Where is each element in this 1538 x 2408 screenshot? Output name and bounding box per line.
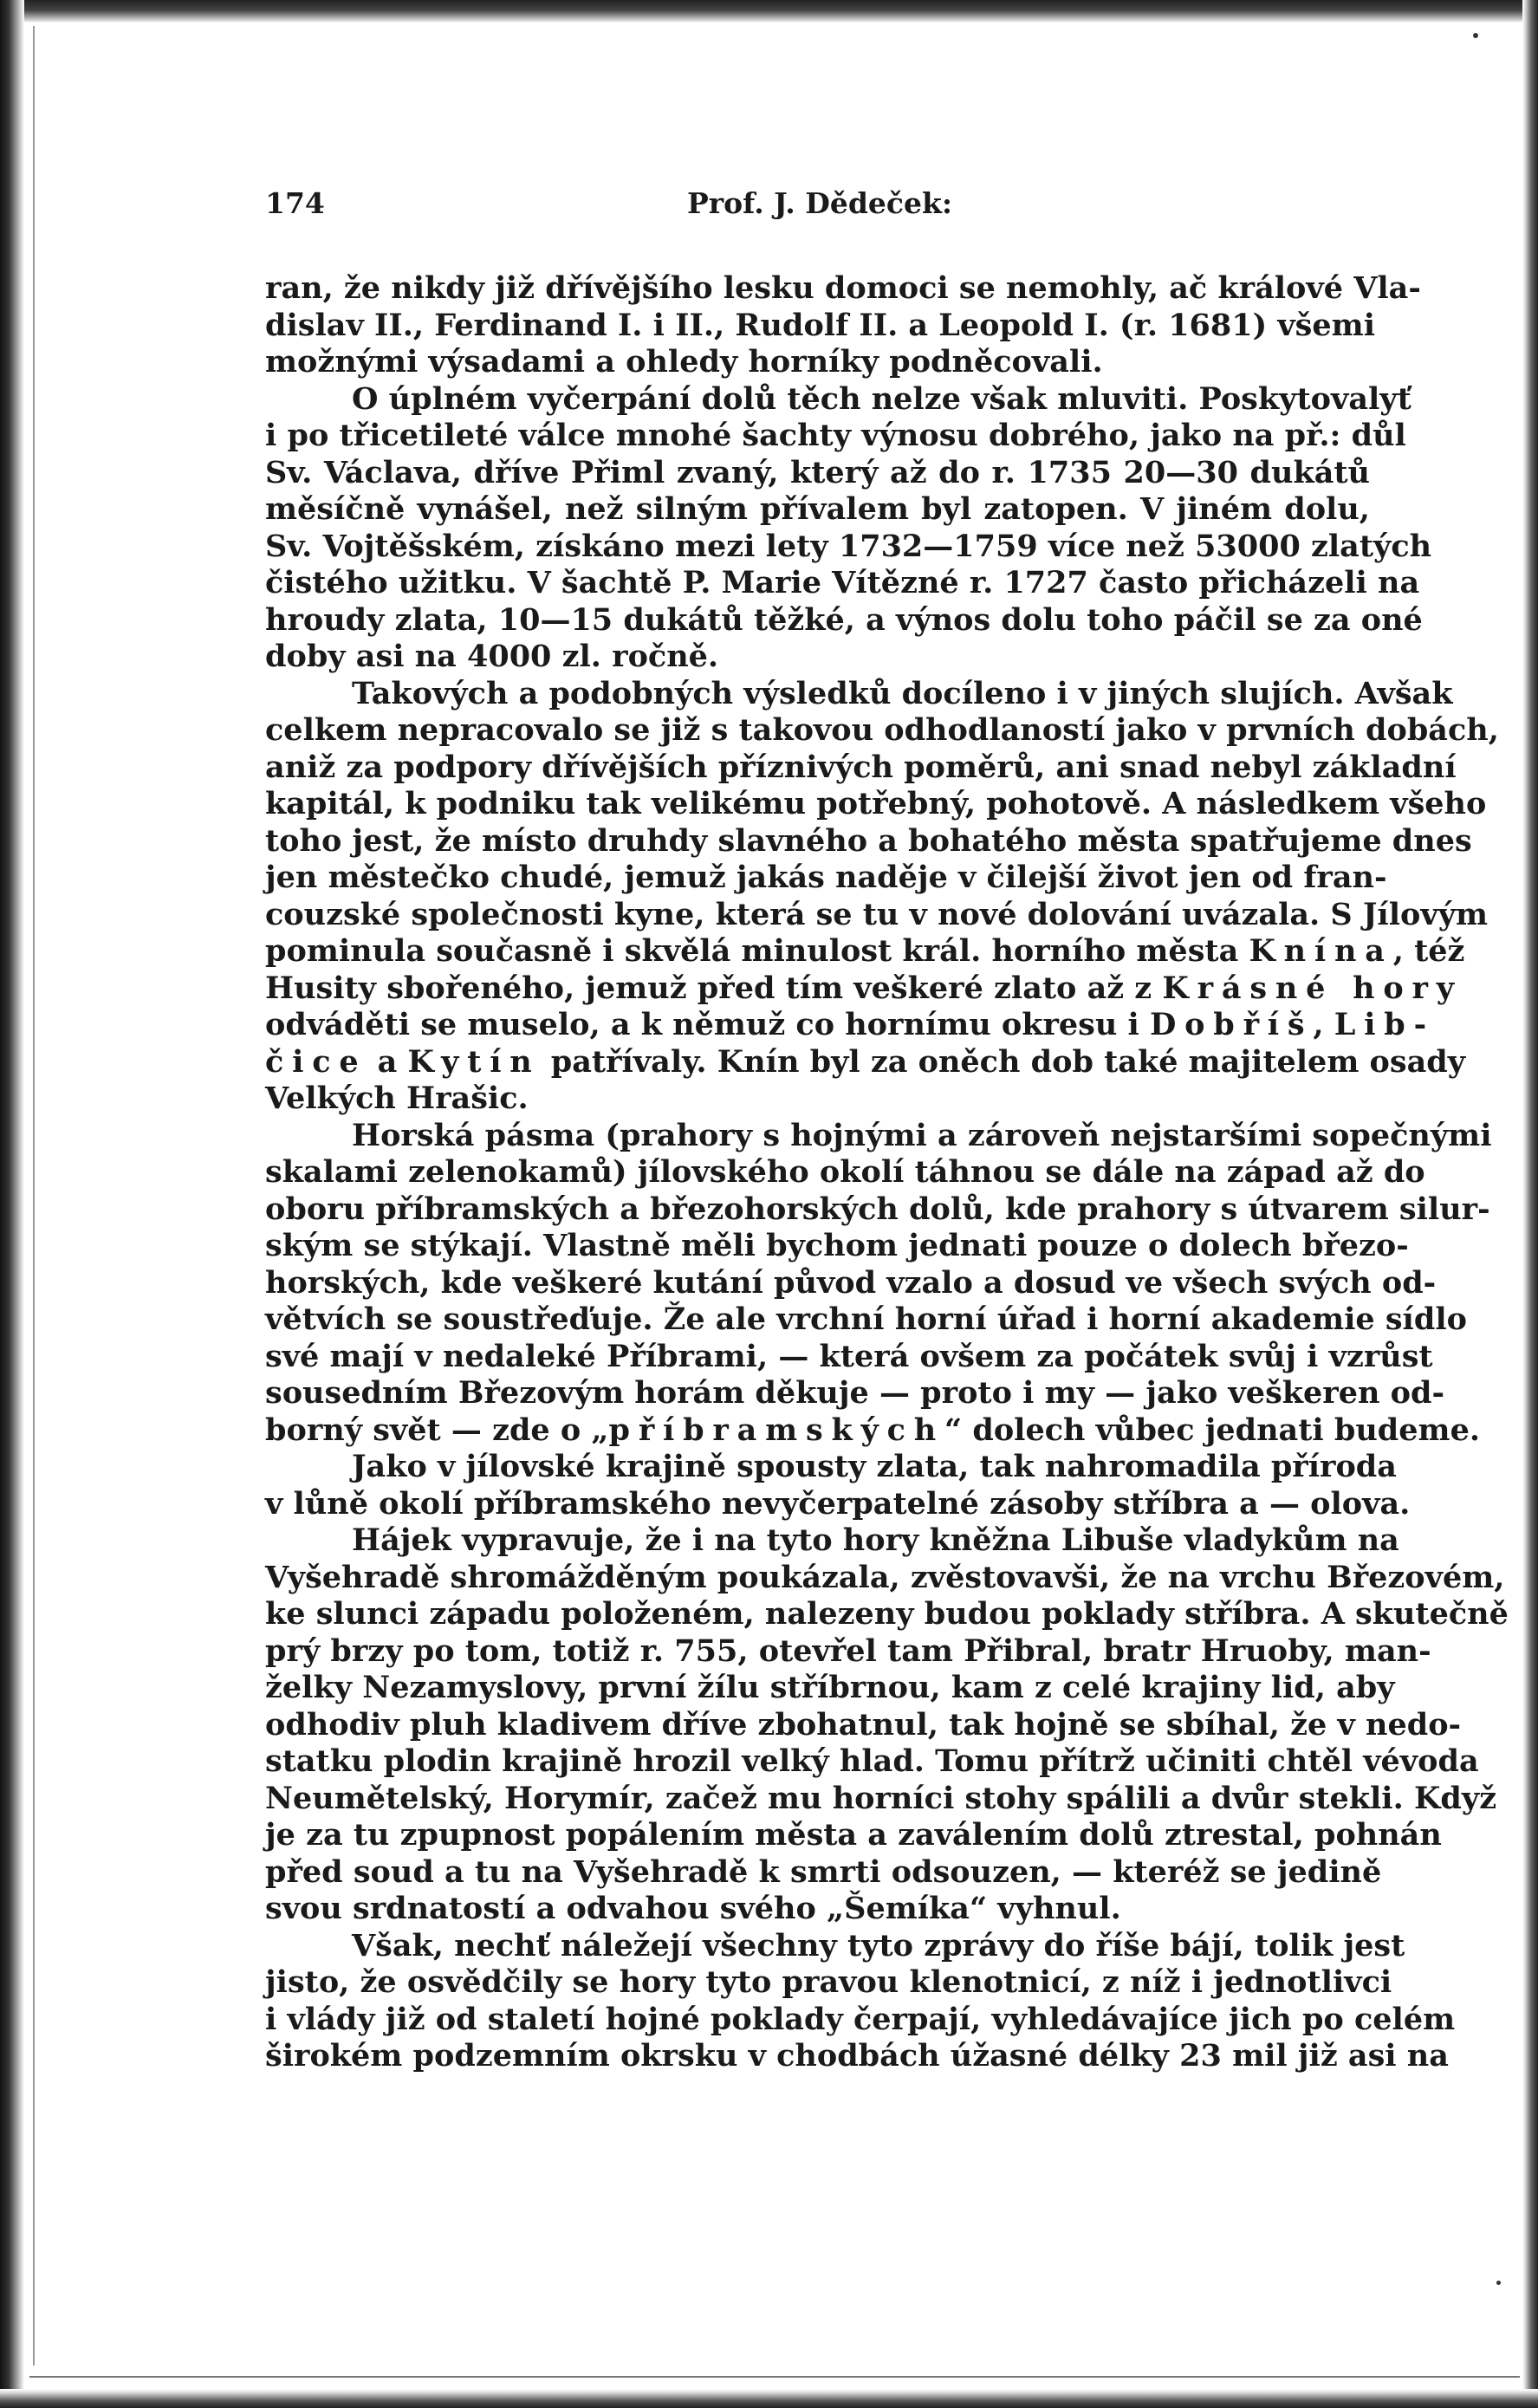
spaced-emphasis: Kytín: [407, 1043, 541, 1080]
text-line: jen městečko chudé, jemuž jakás naděje v čilejší život jen od fran-: [265, 860, 1387, 895]
text-line: celkem nepracovalo se již s takovou odhodlaností jako v prvních dobách,: [265, 712, 1499, 748]
paragraph: [265, 1927, 1456, 2075]
text-line: doby asi na 4000 zl. ročně.: [265, 639, 719, 674]
text-line: ran, že nikdy již dřívějšího lesku domoci se nemohly, ač králové Vla-: [265, 270, 1421, 306]
text-line: Velkých Hrašic.: [265, 1081, 529, 1116]
text-line: větvích se soustřeďuje. Že ale vrchní horní úřad i horní akademie sídlo: [265, 1301, 1467, 1337]
page-header: [265, 186, 1374, 230]
paragraph: [265, 270, 1421, 381]
text-line: je za tu zpupnost popálením města a zaválením dolů ztrestal, pohnán: [265, 1817, 1442, 1853]
text-line: ke slunci západu položeném, nalezeny budou poklady stříbra. A skutečně: [265, 1596, 1509, 1632]
text-line: sousedním Březovým horám děkuje — proto i my — jako veškeren od-: [265, 1375, 1444, 1411]
text-line: čistého užitku. V šachtě P. Marie Vítězné r. 1727 často přicházeli na: [265, 565, 1420, 600]
spaced-emphasis: Knína: [1249, 933, 1393, 969]
spaced-emphasis: příbramských: [608, 1412, 945, 1448]
text-line: odhodiv pluh kladivem dříve zbohatnul, tak hojně se sbíhal, že v nedo-: [265, 1706, 1462, 1743]
paragraph: [265, 675, 1499, 1118]
text-line: Sv. Vojtěšském, získáno mezi lety 1732—1759 více než 53000 zlatých: [265, 528, 1432, 564]
scan-speck: [1473, 33, 1478, 38]
spaced-emphasis: čice: [265, 1043, 367, 1080]
text-line: hroudy zlata, 10—15 dukátů těžké, a výnos dolu toho páčil se za oné: [265, 601, 1423, 638]
bottom-rule: [29, 2376, 1520, 2378]
text-line: oboru příbramských a březohorských dolů, kde prahory s útvarem silur-: [265, 1191, 1490, 1227]
text-line: Sv. Václava, dříve Přiml zvaný, který až do r. 1735 20—30 dukátů: [265, 454, 1370, 490]
text-line: v lůně okolí příbramského nevyčerpatelné zásoby stříbra a — olova.: [265, 1485, 1411, 1522]
text-line: kapitál, k podniku tak velikému potřebný, pohotově. A následkem všeho: [265, 786, 1487, 821]
running-title: Prof. J. Dědeček:: [686, 186, 953, 220]
text-line: skalami zelenokamů) jílovského okolí táhnou se dále na západ až do: [265, 1154, 1425, 1190]
text-line: toho jest, že místo druhdy slavného a bohatého města spatřujeme dnes: [265, 822, 1472, 859]
text-line: couzské společnosti kyne, která se tu v nové dolování uvázala. S Jílovým: [265, 896, 1489, 932]
text-line: Takových a podobných výsledků docíleno i v jiných slujích. Avšak: [352, 675, 1453, 711]
text-line: horských, kde veškeré kutání původ vzalo a dosud ve všech svých od-: [265, 1264, 1437, 1301]
text-line: ským se stýkají. Vlastně měli bychom jednati pouze o dolech březo-: [265, 1228, 1409, 1263]
text-line: pominula současně i skvělá minulost král. horního města Knína, též: [265, 933, 1465, 969]
text-line: Hájek vypravuje, že i na tyto hory kněžna Libuše vladykům na: [352, 1522, 1399, 1558]
scan-speck: [1496, 2281, 1501, 2285]
scan-edge-right: [1522, 0, 1538, 2408]
text-line: širokém podzemním okrsku v chodbách úžasné délky 23 mil již asi na: [265, 2038, 1449, 2074]
gutter-line: [33, 26, 35, 2366]
text-line: Horská pásma (prahory s hojnými a zároveň nejstaršími sopečnými: [352, 1117, 1492, 1153]
text-line: Však, nechť náležejí všechny tyto zprávy do říše bájí, tolik jest: [352, 1927, 1405, 1963]
text-line: Neumětelský, Horymír, začež mu horníci stohy spálili a dvůr stekli. Když: [265, 1780, 1497, 1816]
text-line: odváděti se muselo, a k němuž co hornímu okresu i Dobříš, Lib-: [265, 1007, 1435, 1042]
scan-edge-top: [0, 0, 1538, 23]
text-line: před soud a tu na Vyšehradě k smrti odsouzen, — kteréž se jedině: [265, 1853, 1382, 1890]
paragraph: [265, 1117, 1492, 1450]
text-line: i vlády již od staletí hojné poklady čerpají, vyhledávajíce jich po celém: [265, 2001, 1456, 2037]
spaced-emphasis: Krásné hory: [1162, 970, 1463, 1006]
text-line: své mají v nedaleké Příbrami, — která ovšem za počátek svůj i vzrůst: [265, 1338, 1433, 1374]
body-text: [265, 270, 1509, 2075]
text-line: statku plodin krajině hrozil velký hlad. Tomu přítrž učiniti chtěl vévoda: [265, 1743, 1479, 1779]
text-line: Jako v jílovské krajině spousty zlata, tak nahromadila příroda: [352, 1449, 1397, 1484]
text-line: borný svět — zde o „příbramských“ dolech vůbec jednati budeme.: [265, 1412, 1481, 1448]
text-line: O úplném vyčerpání dolů těch nelze však mluviti. Poskytovalyť: [352, 380, 1411, 417]
text-line: prý brzy po tom, totiž r. 755, otevřel tam Přibral, bratr Hruoby, man-: [265, 1632, 1431, 1669]
text-line: svou srdnatostí a odvahou svého „Šemíka“ vyhnul.: [265, 1891, 1121, 1926]
paragraph: [265, 1522, 1509, 1928]
spaced-emphasis: Dobříš: [1150, 1007, 1314, 1042]
text-line: měsíčně vynášel, než silným přívalem byl zatopen. V jiném dolu,: [265, 491, 1370, 527]
text-line: možnými výsadami a ohledy horníky podněcovali.: [265, 344, 1103, 380]
text-line: dislav II., Ferdinand I. i II., Rudolf II. a Leopold I. (r. 1681) všemi: [265, 307, 1375, 343]
text-line: jisto, že osvědčily se hory tyto pravou klenotnicí, z níž i jednotlivci: [265, 1964, 1392, 2000]
scan-edge-left: [0, 0, 24, 2408]
spaced-emphasis: Lib-: [1334, 1007, 1435, 1042]
text-line: čice a Kytín patřívaly. Knín byl za oněch dob také majitelem osady: [265, 1043, 1466, 1080]
text-line: aniž za podpory dřívějších příznivých poměrů, ani snad nebyl základní: [265, 749, 1457, 785]
page-number: 174: [265, 186, 325, 220]
paragraph: [265, 380, 1432, 676]
text-line: Vyšehradě shromážděným poukázala, zvěstovavši, že na vrchu Březovém,: [265, 1559, 1505, 1595]
text-line: Husity sbořeného, jemuž před tím veškeré zlato až z Krásné hory: [265, 970, 1463, 1006]
scan-edge-bottom: [0, 2389, 1538, 2408]
text-line: želky Nezamyslovy, první žílu stříbrnou, kam z celé krajiny lid, aby: [265, 1670, 1395, 1705]
paragraph: [265, 1449, 1411, 1522]
text-line: i po třicetileté válce mnohé šachty výnosu dobrého, jako na př.: důl: [265, 418, 1406, 453]
